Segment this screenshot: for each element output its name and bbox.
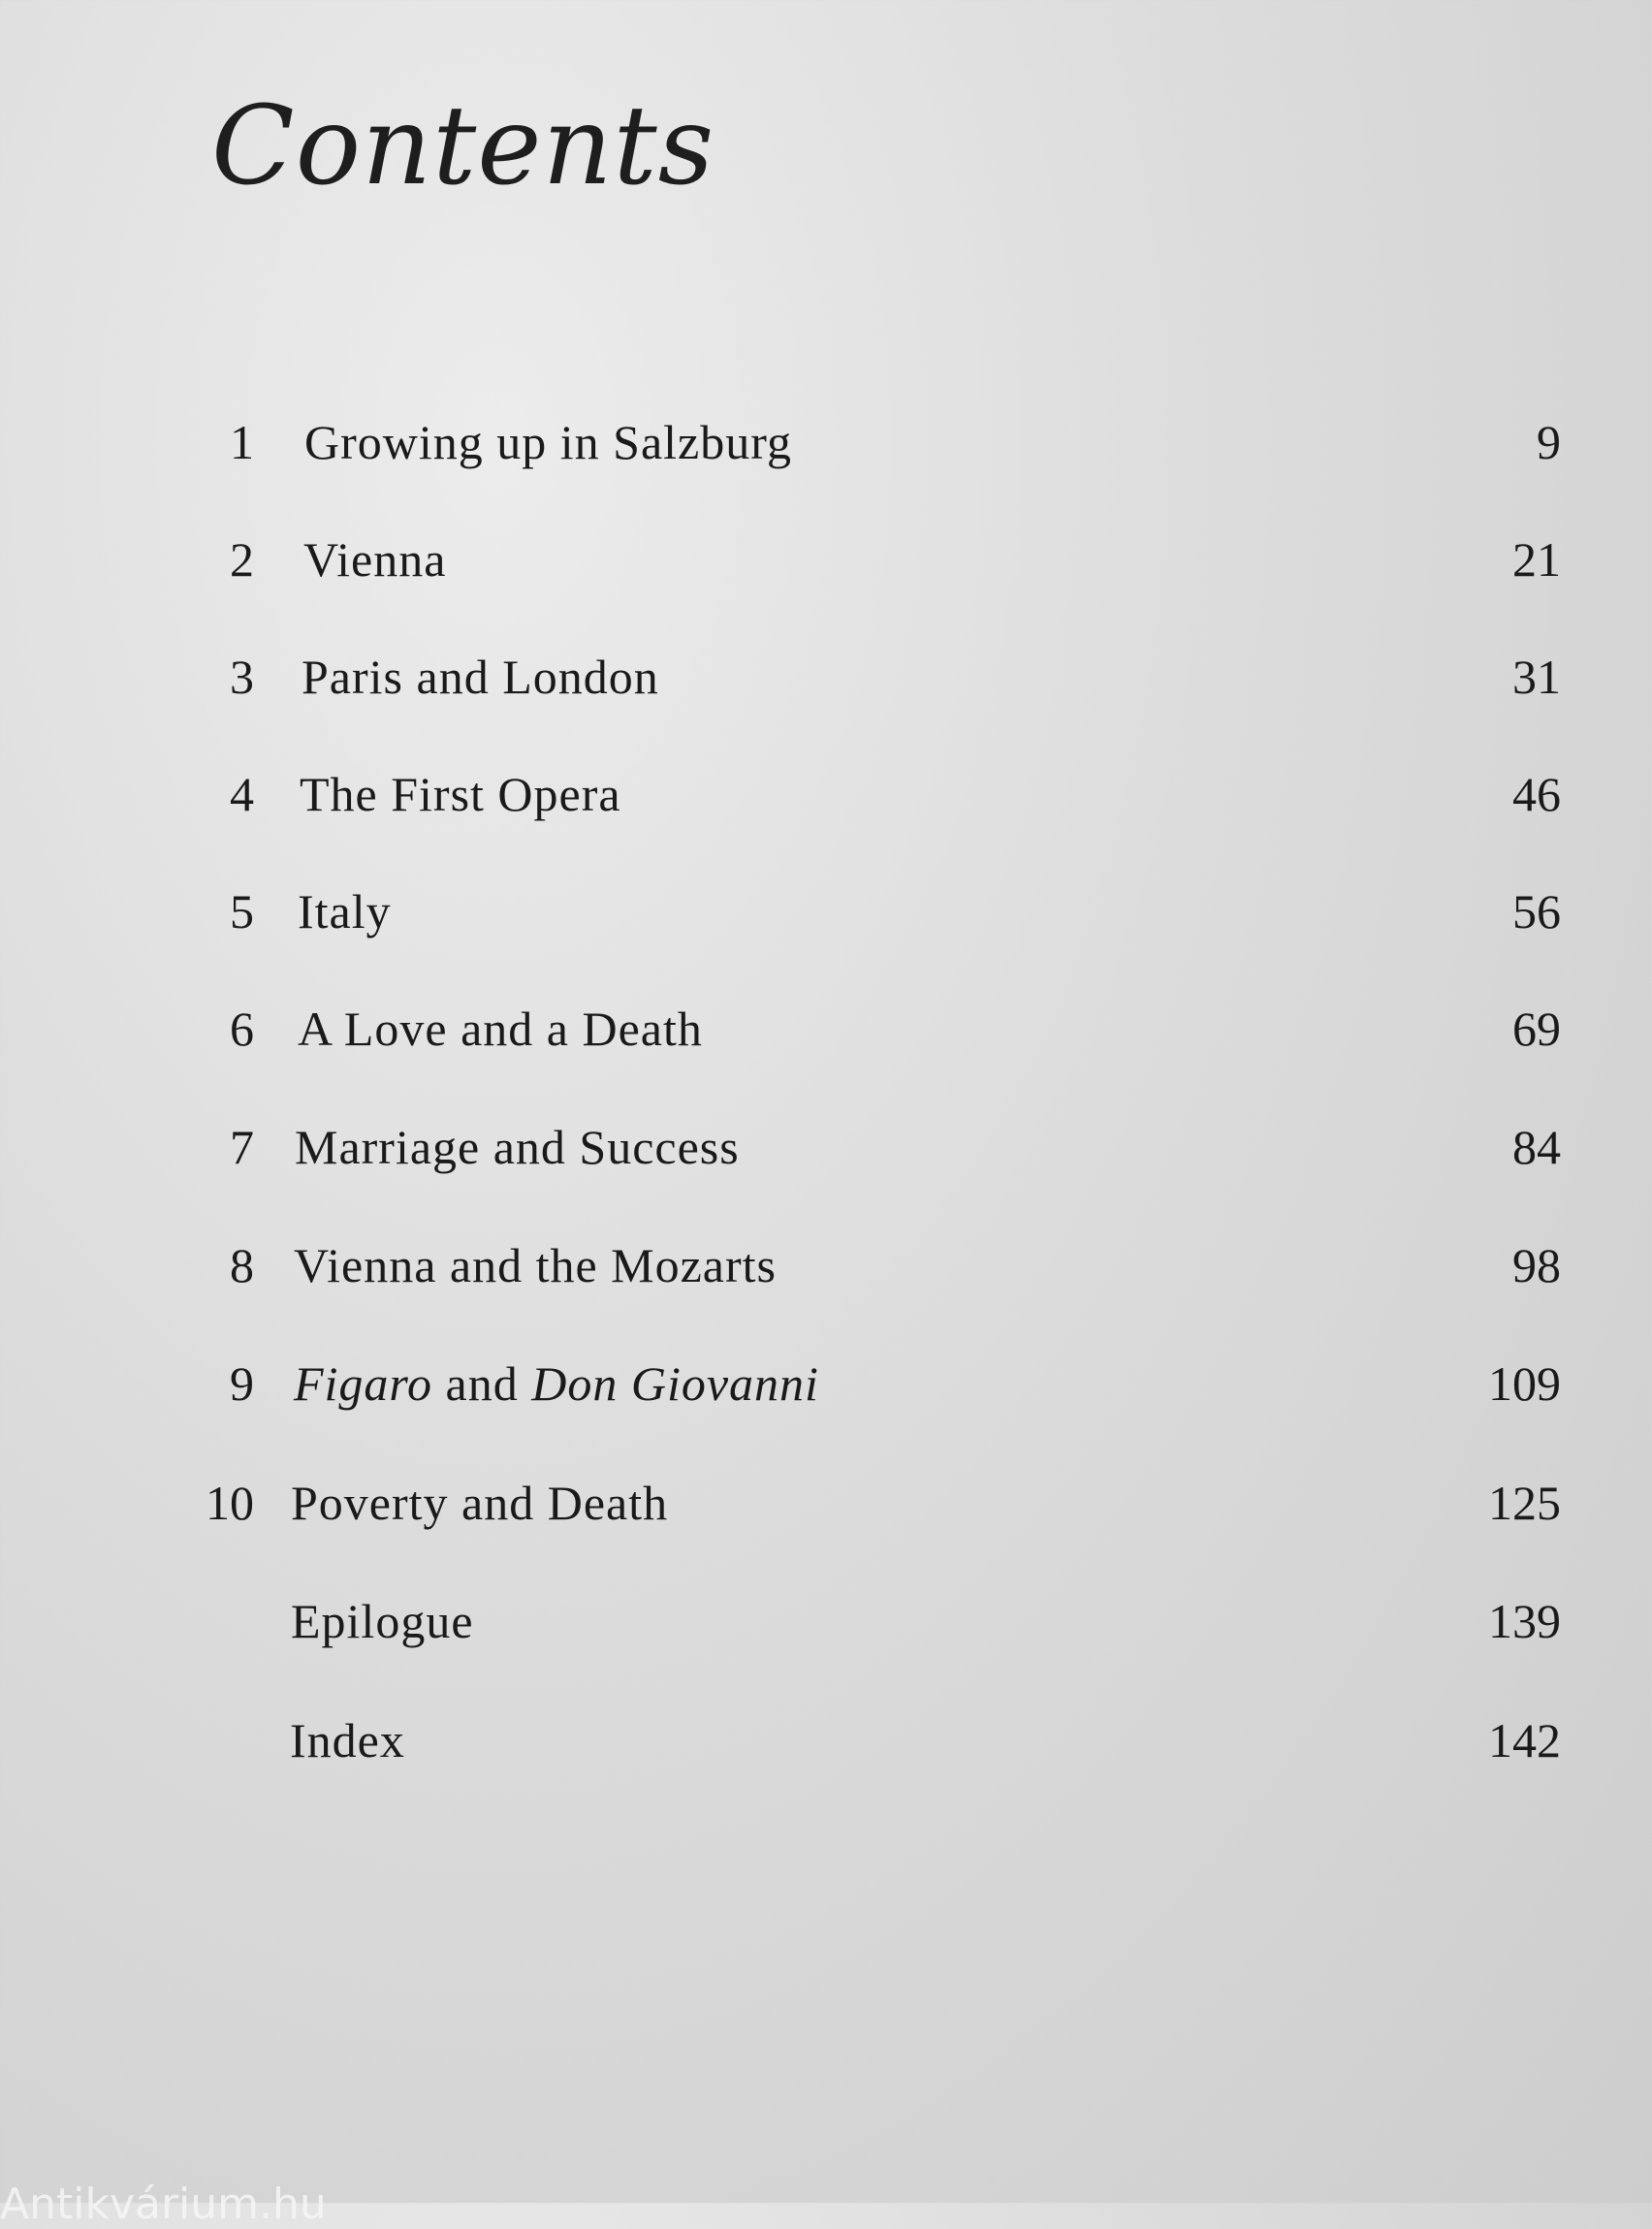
page-number: 9 [1537,415,1561,469]
chapter-number: 5 [230,884,254,939]
toc-entry [0,760,1652,828]
page-number: 31 [1512,650,1561,704]
chapter-number: 2 [230,532,254,587]
page-number: 84 [1512,1120,1561,1174]
chapter-title: Italy [298,884,392,939]
toc-entry [0,1113,1652,1181]
toc-entry [0,1350,1652,1417]
page-number: 139 [1488,1594,1561,1648]
toc-entry [0,643,1652,711]
toc-entry [0,408,1652,476]
toc-entry [0,995,1652,1063]
section-title: Epilogue [291,1594,474,1648]
page-number: 21 [1512,532,1561,587]
chapter-number: 6 [230,1002,254,1056]
chapter-title: Paris and London [302,650,659,704]
chapter-title [294,1350,819,1417]
toc-entry [0,877,1652,945]
page-number: 142 [1488,1713,1561,1767]
chapter-title: Marriage and Success [295,1120,740,1174]
chapter-title: Poverty and Death [291,1476,669,1530]
page-number: 56 [1512,884,1561,939]
toc-entry [0,1706,1652,1774]
chapter-title-italic: Figaro [294,1356,433,1411]
section-title: Index [290,1713,405,1767]
page-number: 69 [1512,1002,1561,1056]
toc-entry [0,1587,1652,1655]
chapter-title-italic: Don Giovanni [531,1356,819,1411]
toc-entry [0,525,1652,593]
chapter-number: 8 [230,1238,254,1292]
page-number: 46 [1512,767,1561,821]
toc-entry [0,1469,1652,1537]
chapter-number: 1 [230,415,254,469]
chapter-title: A Love and a Death [298,1002,703,1056]
chapter-number: 9 [230,1356,254,1411]
chapter-number: 7 [230,1120,254,1174]
chapter-number: 3 [230,650,254,704]
chapter-title: Growing up in Salzburg [304,415,792,469]
page-title: Contents [211,83,715,209]
chapter-title-text: and [432,1356,532,1411]
page-number: 109 [1488,1356,1561,1411]
toc-entry [0,1231,1652,1299]
chapter-title: The First Opera [300,767,621,821]
chapter-number: 10 [206,1476,254,1530]
watermark: Antikvárium.hu [0,2180,327,2229]
page-number: 98 [1512,1238,1561,1292]
page-number: 125 [1488,1476,1561,1530]
chapter-title: Vienna and the Mozarts [294,1238,778,1292]
chapter-number: 4 [230,767,254,821]
chapter-title: Vienna [303,532,447,587]
